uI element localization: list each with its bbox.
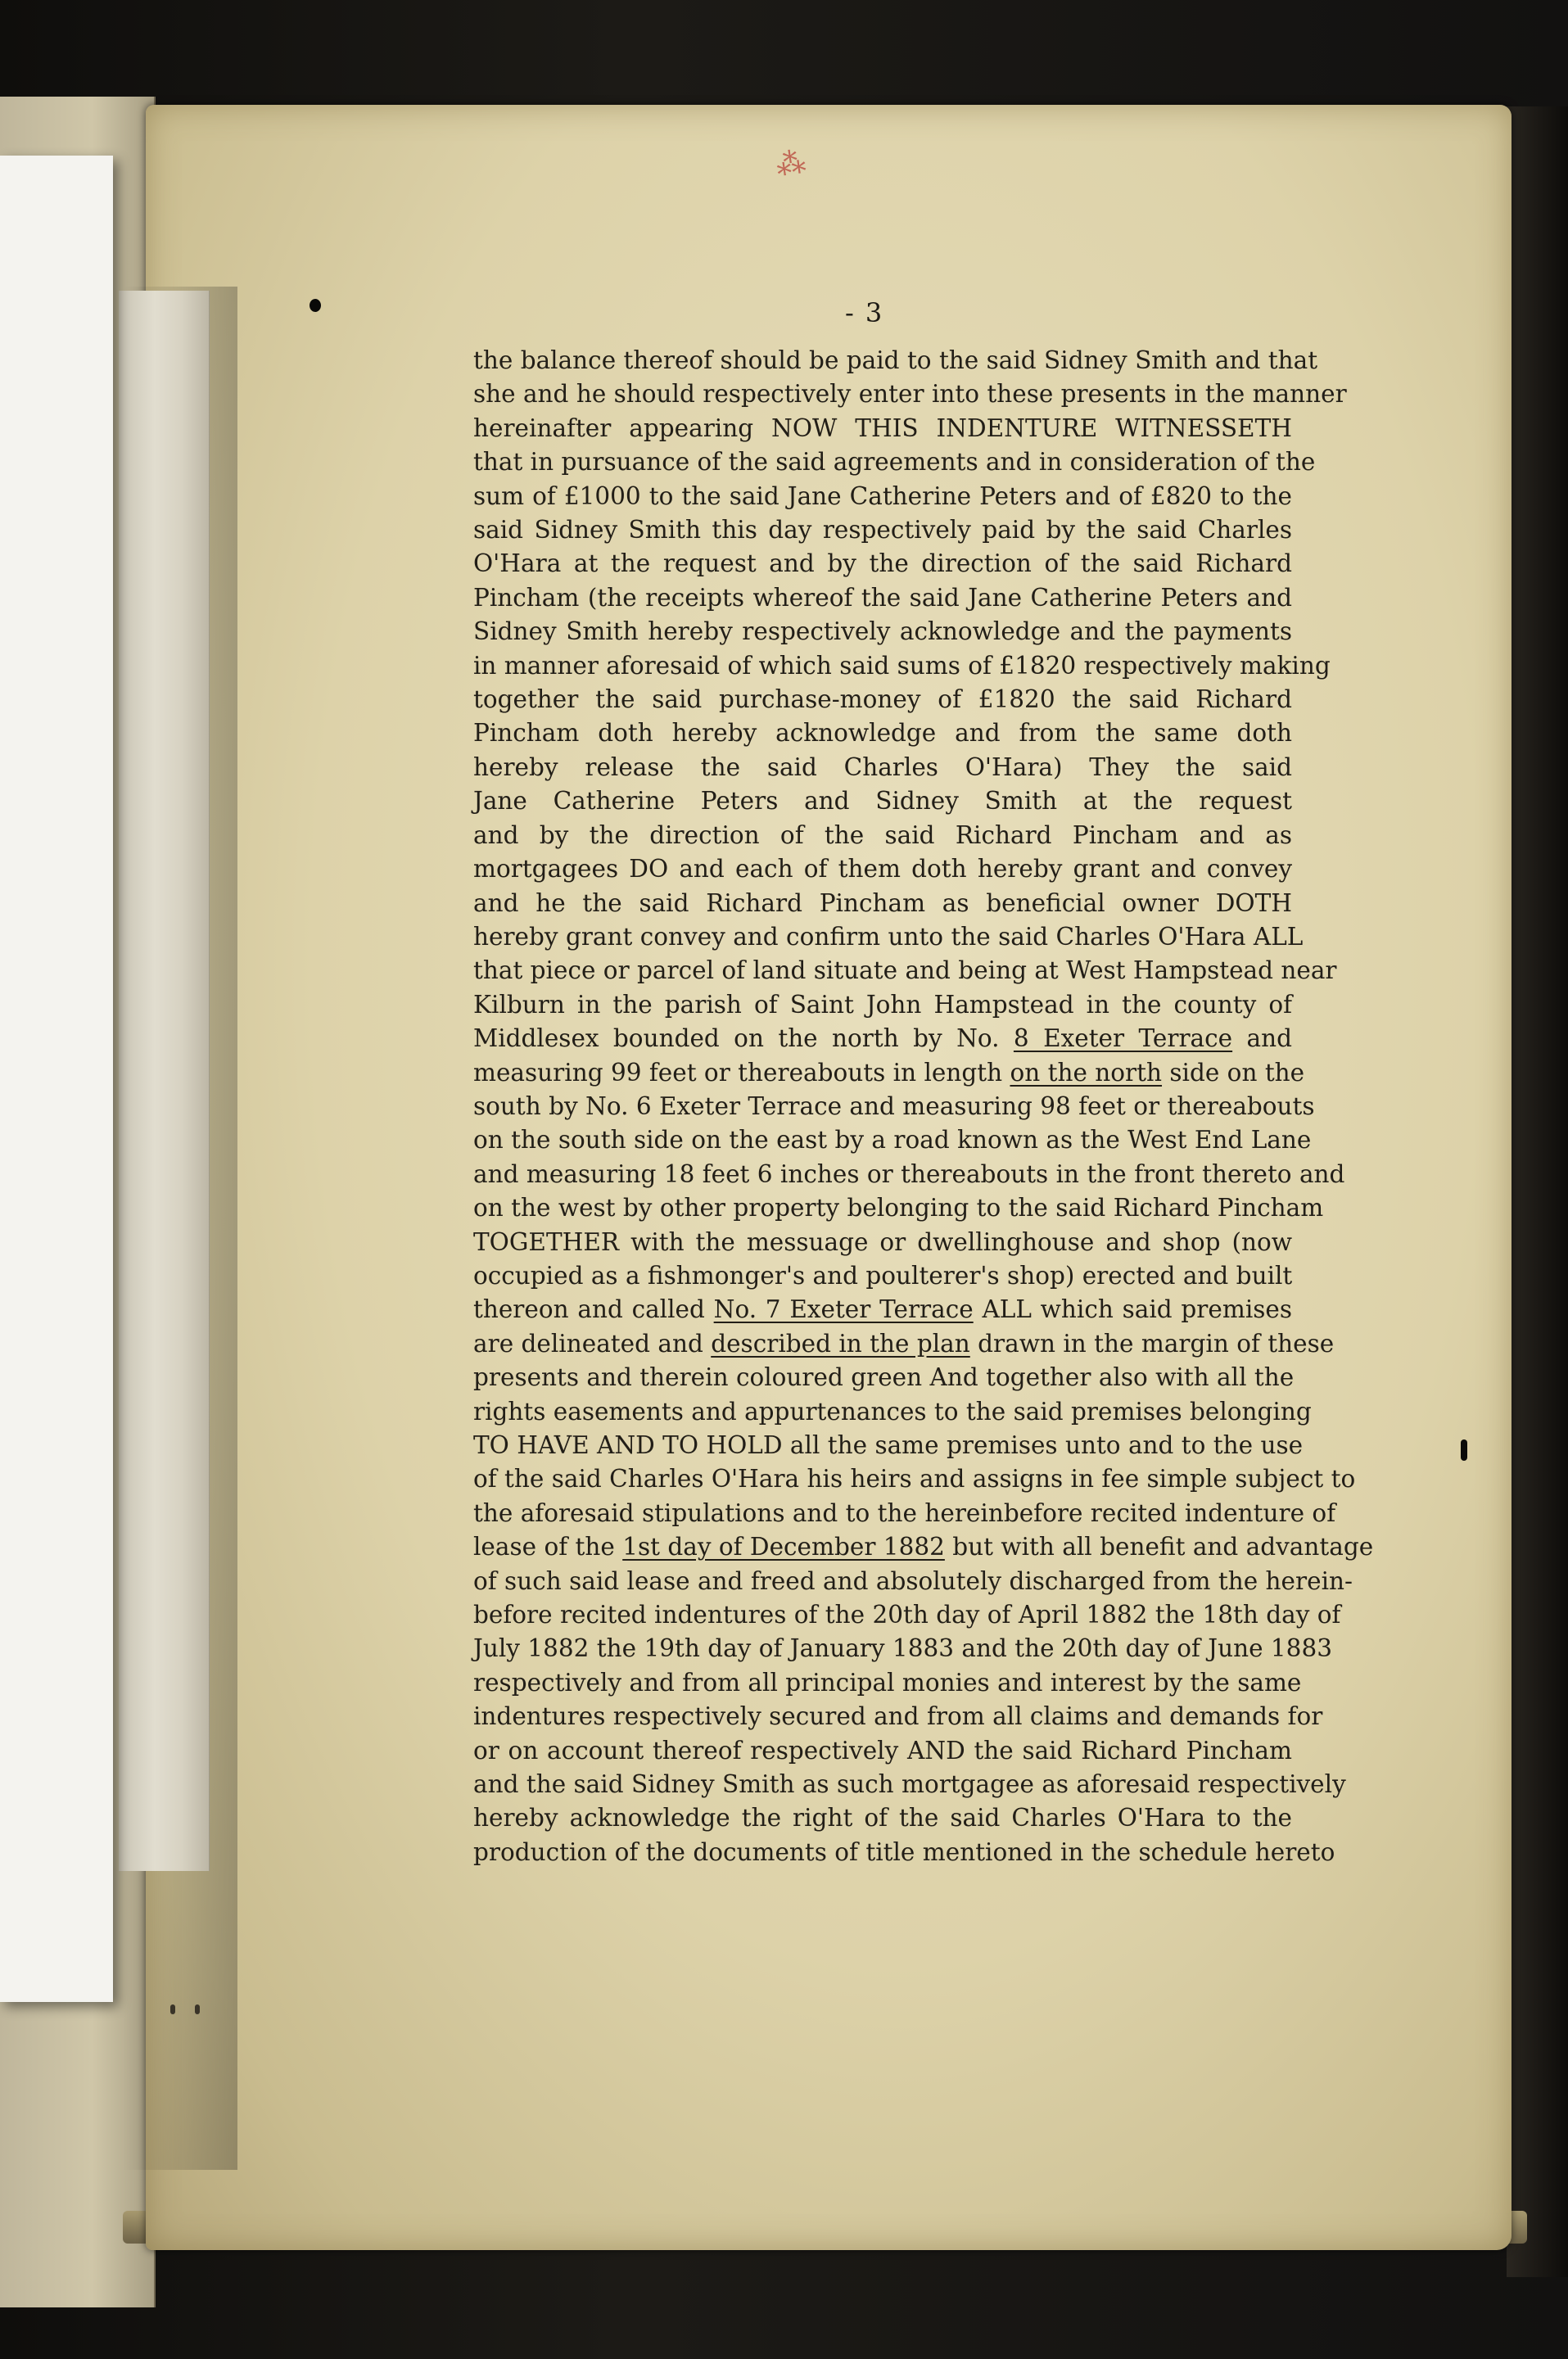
text-line: the balance thereof should be paid to the said Sidney Smith and that xyxy=(473,346,1318,374)
text-line: and he the said Richard Pincham as beneficial owner DOTH xyxy=(473,888,1292,917)
binding-right-edge xyxy=(1507,106,1568,2277)
text-line: mortgagees DO and each of them doth hereby grant and convey xyxy=(473,855,1292,883)
page-edge-mark xyxy=(1461,1439,1467,1461)
white-insert-sheet xyxy=(0,156,113,2002)
red-ink-mark: ⁂ xyxy=(774,145,808,183)
text-line: and the said Sidney Smith as such mortgagee as aforesaid respectively xyxy=(473,1770,1346,1799)
text-line: hereinafter appearing NOW THIS INDENTURE WITNESSETH xyxy=(473,414,1292,442)
text-line: respectively and from all principal monies and interest by the same xyxy=(473,1668,1302,1697)
binding-stitch xyxy=(170,2004,175,2014)
underlined-phrase: 8 Exeter Terrace xyxy=(1013,1024,1233,1053)
text-line: or on account thereof respectively AND the said Richard Pincham xyxy=(473,1736,1292,1765)
text-line: hereby acknowledge the right of the said Charles O'Hara to the xyxy=(473,1804,1292,1833)
text-line: O'Hara at the request and by the direction of the said Richard xyxy=(473,549,1292,578)
text-line: Kilburn in the parish of Saint John Hampstead in the county of xyxy=(473,990,1292,1019)
text-line: production of the documents of title mentioned in the schedule hereto xyxy=(473,1837,1335,1866)
text-line: and by the direction of the said Richard Pincham and as xyxy=(473,820,1292,849)
underlined-phrase: 1st day of December 1882 xyxy=(622,1533,945,1561)
text-line: Pincham (the receipts whereof the said Jane Catherine Peters and xyxy=(473,583,1292,612)
text-line: south by No. 6 Exeter Terrace and measuring 98 feet or thereabouts xyxy=(473,1091,1315,1120)
text-line: July 1882 the 19th day of January 1883 and the 20th day of June 1883 xyxy=(473,1634,1332,1663)
tissue-guard-strip xyxy=(119,291,210,1871)
binding-hole xyxy=(310,299,321,312)
text-line: on the south side on the east by a road known as the West End Lane xyxy=(473,1126,1312,1155)
binding-stitch xyxy=(195,2004,200,2014)
text-line: in manner aforesaid of which said sums of £1820 respectively making xyxy=(473,651,1331,680)
text-line: said Sidney Smith this day respectively paid by the said Charles xyxy=(473,516,1292,545)
text-line: that piece or parcel of land situate and being at West Hampstead near xyxy=(473,956,1337,985)
text-line: TOGETHER with the messuage or dwellinghouse and shop (now xyxy=(473,1227,1292,1256)
text-line: and measuring 18 feet 6 inches or thereabouts in the front thereto and xyxy=(473,1159,1345,1188)
text-line: hereby grant convey and confirm unto the said Charles O'Hara ALL xyxy=(473,922,1304,951)
text-line: on the west by other property belonging to the said Richard Pincham xyxy=(473,1194,1324,1222)
text-line: rights easements and appurtenances to the said premises belonging xyxy=(473,1397,1312,1426)
text-line: are delineated and described in the plan drawn in the margin of these xyxy=(473,1329,1335,1358)
page-number-value: 3 xyxy=(865,297,883,328)
underlined-phrase: No. 7 Exeter Terrace xyxy=(713,1295,974,1324)
text-line: of such said lease and freed and absolutely discharged from the herein- xyxy=(473,1566,1353,1595)
text-line: she and he should respectively enter into these presents in the manner xyxy=(473,380,1347,409)
text-line: Middlesex bounded on the north by No. 8 Exeter Terrace and xyxy=(473,1024,1292,1053)
text-line: measuring 99 feet or thereabouts in length on the north side on the xyxy=(473,1058,1305,1087)
text-line: Jane Catherine Peters and Sidney Smith at the request xyxy=(473,787,1292,816)
text-line: lease of the 1st day of December 1882 but with all benefit and advantage xyxy=(473,1533,1374,1561)
text-line: of the said Charles O'Hara his heirs and assigns in fee simple subject to xyxy=(473,1465,1356,1494)
text-line: before recited indentures of the 20th day of April 1882 the 18th day of xyxy=(473,1601,1341,1629)
deed-body-text xyxy=(473,344,1374,1869)
text-line: TO HAVE AND TO HOLD all the same premises unto and to the use xyxy=(473,1431,1304,1459)
page-number-dash: - xyxy=(845,297,854,328)
text-line: sum of £1000 to the said Jane Catherine Peters and of £820 to the xyxy=(473,481,1292,510)
text-line: that in pursuance of the said agreements and in consideration of the xyxy=(473,448,1316,477)
text-line: occupied as a fishmonger's and poulterer's shop) erected and built xyxy=(473,1261,1293,1290)
text-line: hereby release the said Charles O'Hara) They the said xyxy=(473,752,1292,781)
text-line: the aforesaid stipulations and to the hereinbefore recited indenture of xyxy=(473,1498,1336,1527)
underlined-phrase: on the north xyxy=(1010,1058,1163,1087)
text-line: Sidney Smith hereby respectively acknowledge and the payments xyxy=(473,617,1292,646)
underlined-phrase: described in the plan xyxy=(711,1329,970,1358)
page-number xyxy=(845,297,882,328)
text-line: presents and therein coloured green And together also with all the xyxy=(473,1363,1295,1392)
text-line: thereon and called No. 7 Exeter Terrace ALL which said premises xyxy=(473,1295,1292,1324)
text-line: together the said purchase-money of £1820 the said Richard xyxy=(473,685,1292,714)
text-line: Pincham doth hereby acknowledge and from the same doth xyxy=(473,719,1292,748)
text-line: indentures respectively secured and from all claims and demands for xyxy=(473,1702,1323,1731)
